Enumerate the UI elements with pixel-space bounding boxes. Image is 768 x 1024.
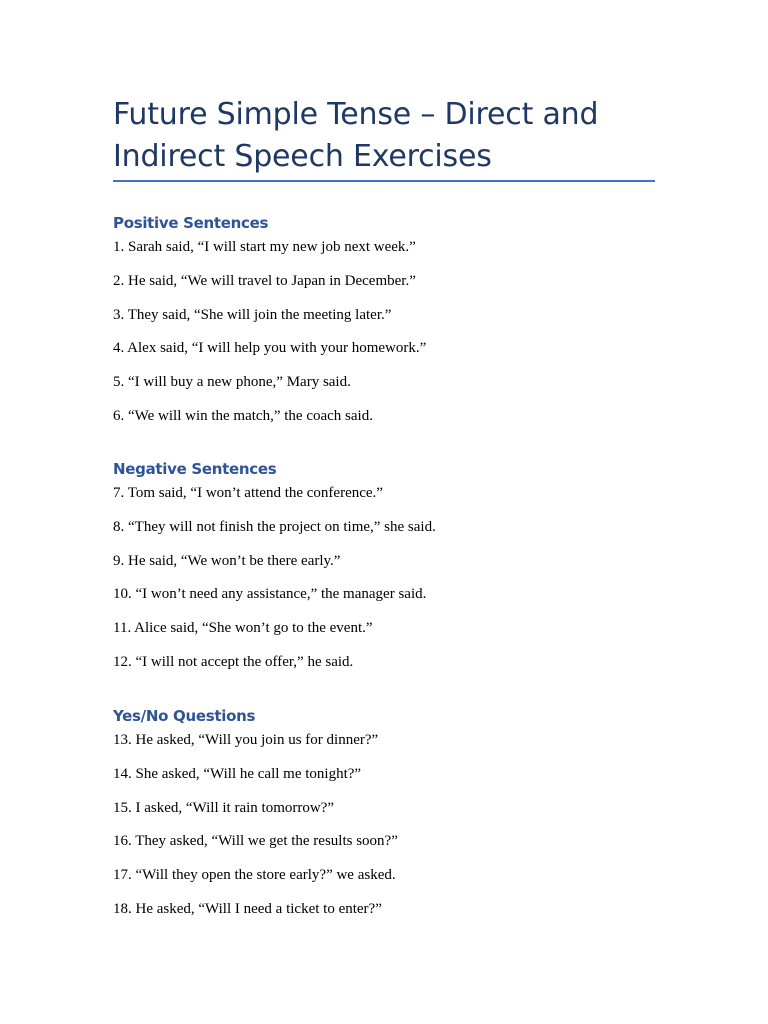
section-negative-sentences xyxy=(113,459,673,672)
exercise-item: 18. He asked, “Will I need a ticket to enter?” xyxy=(113,900,382,917)
exercise-item: 17. “Will they open the store early?” we asked. xyxy=(113,867,396,884)
exercise-item: 1. Sarah said, “I will start my new job next week.” xyxy=(113,239,416,255)
exercise-item: 14. She asked, “Will he call me tonight?” xyxy=(113,765,362,782)
exercise-item: 5. “I will buy a new phone,” Mary said. xyxy=(113,374,351,391)
exercise-item: 3. They said, “She will join the meeting later.” xyxy=(113,306,392,323)
page-title: Future Simple Tense – Direct and Indirect Speech Exercises xyxy=(113,97,599,174)
section-heading: Positive Sentences xyxy=(113,214,269,232)
exercise-item: 2. He said, “We will travel to Japan in December.” xyxy=(113,272,416,289)
exercise-item: 12. “I will not accept the offer,” he said. xyxy=(113,653,354,670)
section-yes-no-questions xyxy=(113,706,673,919)
section-heading: Yes/No Questions xyxy=(113,707,256,725)
section-positive-sentences xyxy=(113,213,673,426)
exercise-item: 8. “They will not finish the project on time,” she said. xyxy=(113,518,436,535)
exercise-item: 7. Tom said, “I won’t attend the conference.” xyxy=(113,485,383,501)
exercise-item: 15. I asked, “Will it rain tomorrow?” xyxy=(113,799,334,816)
exercise-item: 13. He asked, “Will you join us for dinner?” xyxy=(113,732,379,748)
exercise-item: 6. “We will win the match,” the coach said. xyxy=(113,407,373,424)
exercise-item: 4. Alex said, “I will help you with your homework.” xyxy=(113,340,427,357)
exercise-item: 16. They asked, “Will we get the results soon?” xyxy=(113,833,398,850)
exercise-item: 9. He said, “We won’t be there early.” xyxy=(113,552,341,569)
section-heading: Negative Sentences xyxy=(113,460,277,478)
title-underline-rule xyxy=(113,180,655,182)
exercise-item: 10. “I won’t need any assistance,” the manager said. xyxy=(113,586,427,603)
exercise-item: 11. Alice said, “She won’t go to the event.” xyxy=(113,620,373,637)
